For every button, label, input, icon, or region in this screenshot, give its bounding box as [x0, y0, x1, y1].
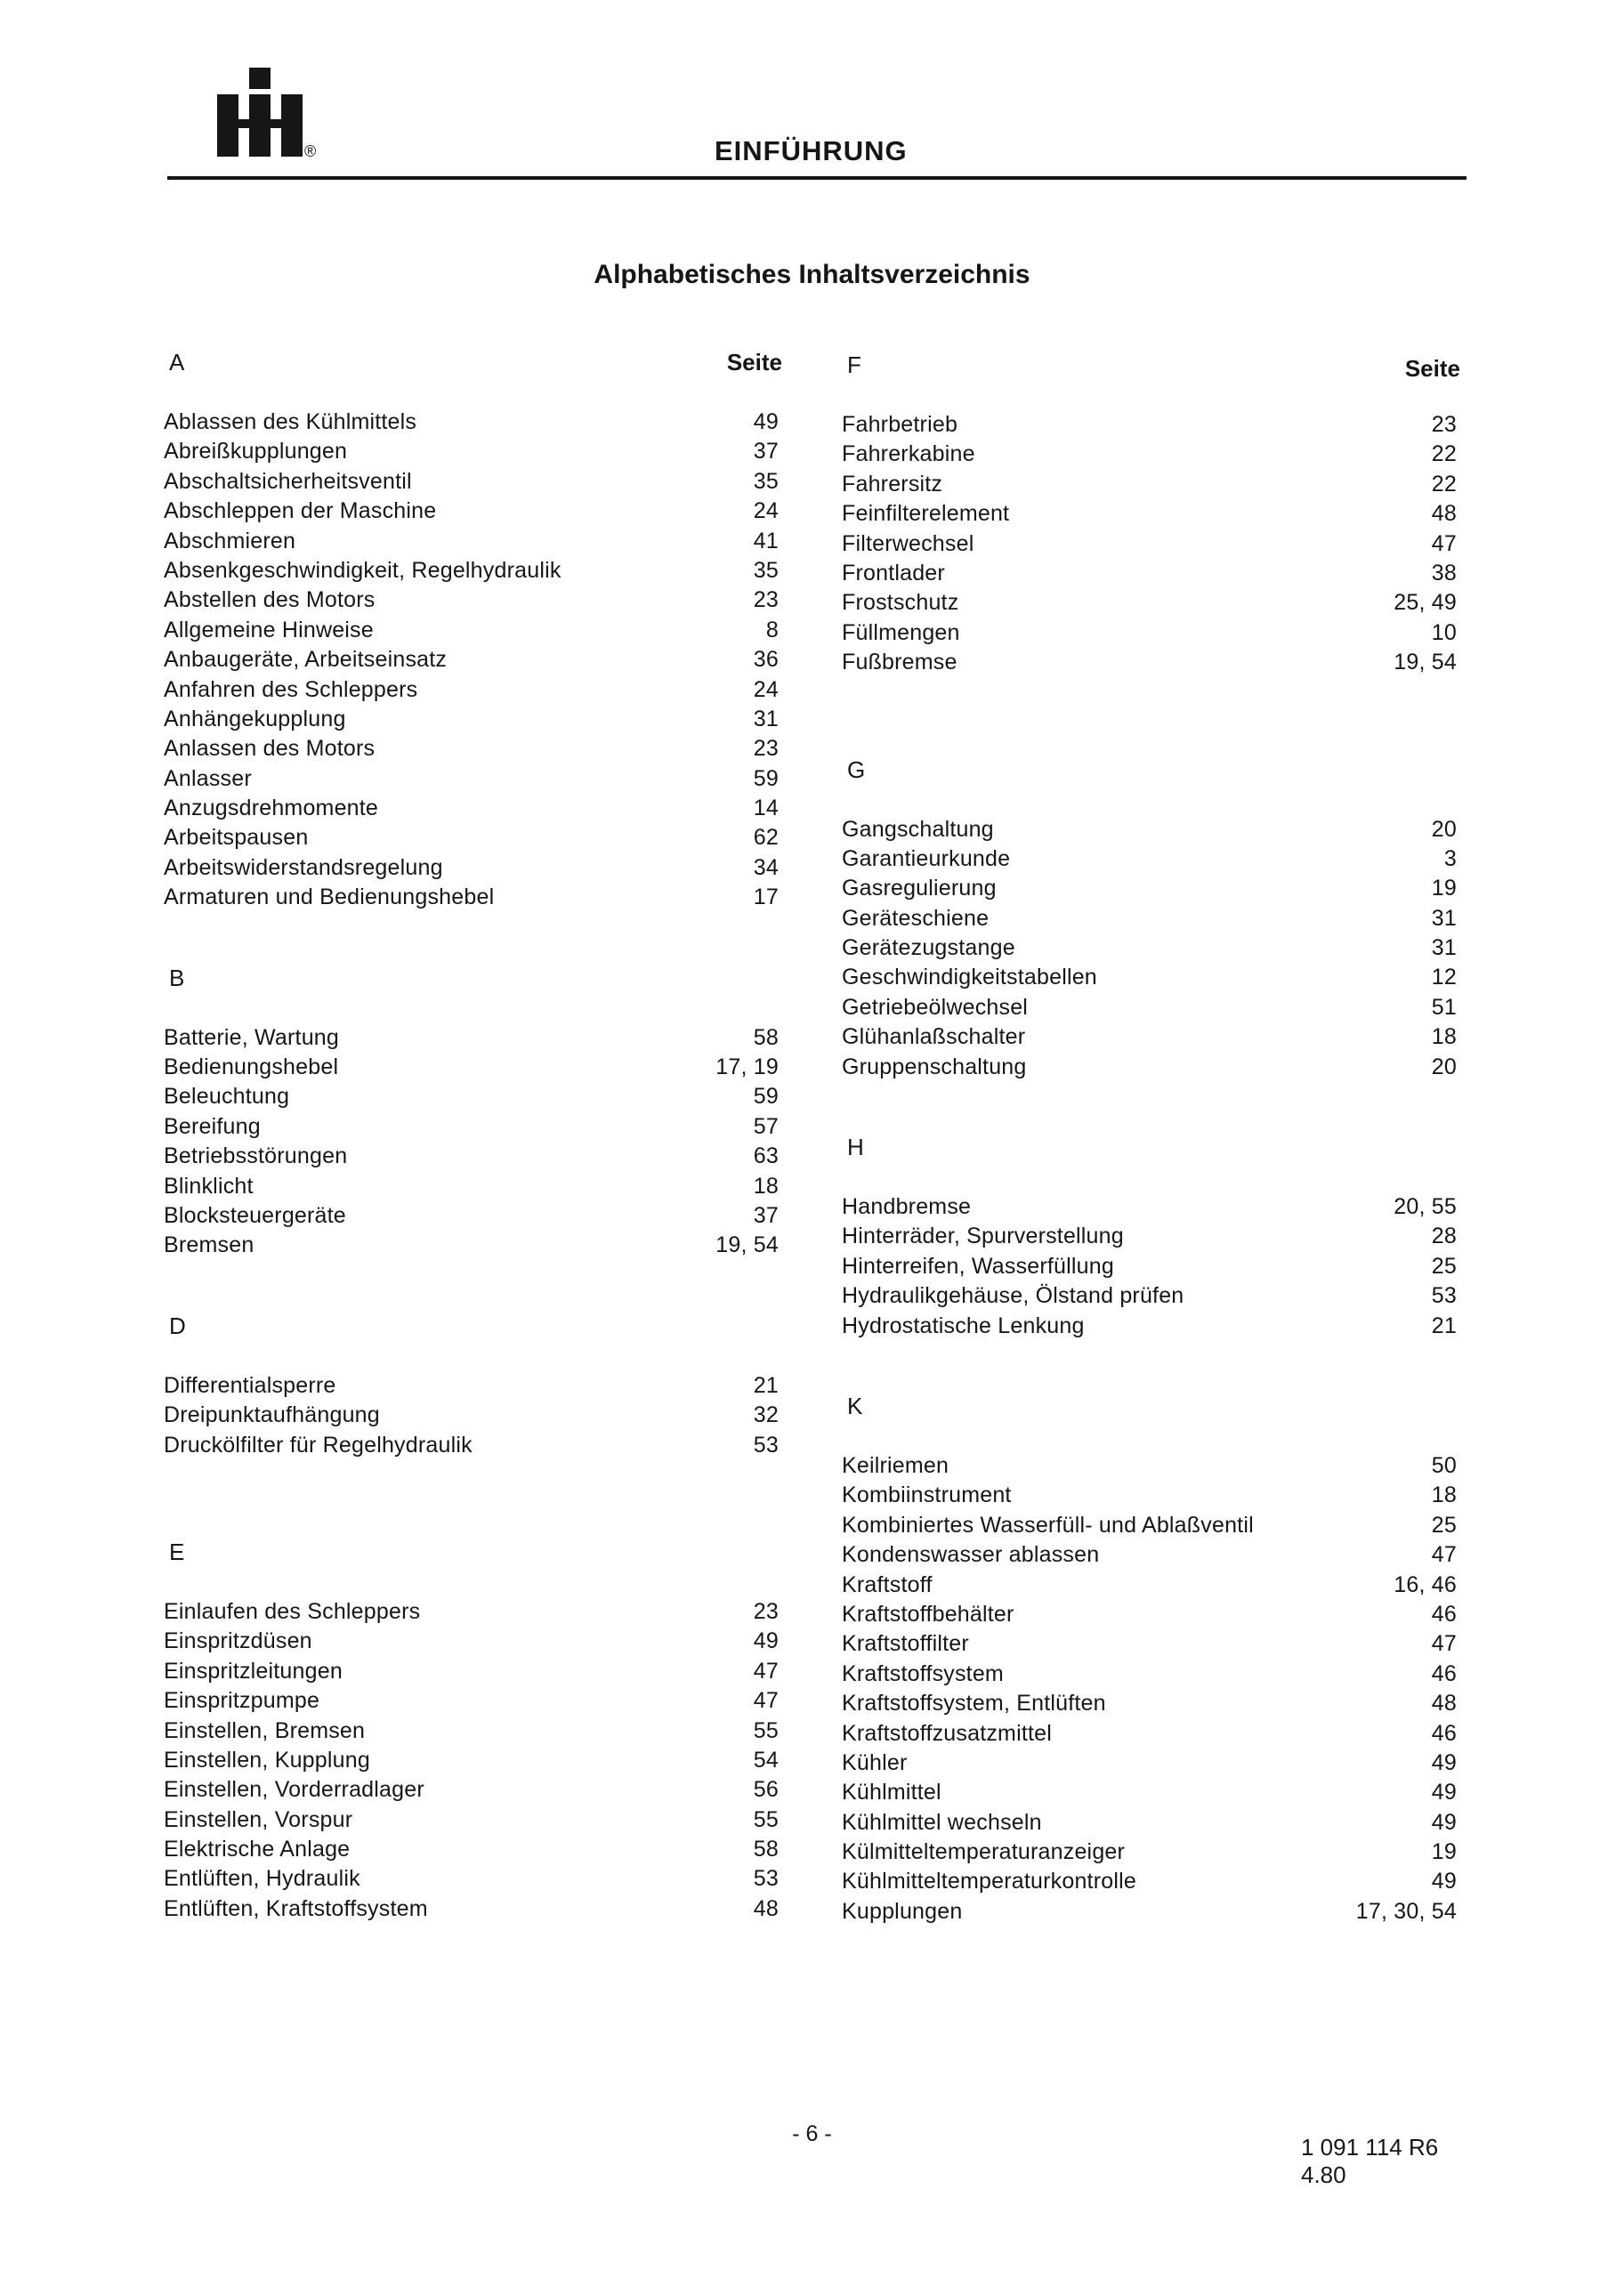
entry-page: 47 [1431, 530, 1457, 556]
section-letter: H [847, 1134, 864, 1161]
section-header [164, 1313, 782, 1348]
page-column-label: Seite [726, 349, 782, 376]
entry-page: 59 [753, 1084, 779, 1110]
section-header [842, 1393, 1460, 1428]
entry-page: 20 [1431, 1054, 1457, 1079]
index-entry [164, 764, 782, 794]
entry-list [842, 410, 1460, 678]
entry-list [842, 815, 1460, 1083]
entry-text: Glühanlaßschalter [842, 1024, 1026, 1050]
index-entry [842, 904, 1460, 933]
entry-text: Einlaufen des Schleppers [164, 1598, 421, 1624]
entry-text: Anlasser [164, 765, 252, 791]
entry-page: 18 [1431, 1024, 1457, 1050]
index-entry [164, 1431, 782, 1460]
entry-page: 25 [1431, 1253, 1457, 1279]
index-entry [164, 1657, 782, 1686]
index-entry [842, 844, 1460, 874]
entry-text: Einspritzpumpe [164, 1688, 320, 1714]
index-entry [164, 408, 782, 437]
index-entry [164, 1627, 782, 1656]
entry-text: Armaturen und Bedienungshebel [164, 885, 495, 910]
entry-page: 53 [753, 1866, 779, 1892]
entry-text: Kraftstoffzusatzmittel [842, 1720, 1052, 1746]
index-entry [164, 1746, 782, 1775]
page-number: - 6 - [792, 2121, 832, 2146]
index-entry [842, 1571, 1460, 1600]
entry-text: Einspritzdüsen [164, 1628, 312, 1654]
entry-list [842, 1451, 1460, 1927]
entry-page: 37 [753, 439, 779, 464]
entry-text: Beleuchtung [164, 1084, 290, 1110]
index-entry [164, 1717, 782, 1746]
entry-page: 47 [753, 1658, 779, 1684]
entry-text: Keilriemen [842, 1452, 949, 1478]
entry-page: 35 [753, 468, 779, 494]
entry-text: Abschaltsicherheitsventil [164, 468, 412, 494]
entry-page: 59 [753, 765, 779, 791]
entry-page: 58 [753, 1837, 779, 1862]
entry-list [164, 1023, 782, 1261]
index-entry [842, 648, 1460, 677]
entry-page: 46 [1431, 1720, 1457, 1746]
index-column-right [842, 351, 1460, 1927]
index-section-g [842, 756, 1460, 1083]
index-entry [164, 1894, 782, 1924]
index-entry [164, 556, 782, 586]
entry-page: 50 [1431, 1452, 1457, 1478]
index-entry [842, 1867, 1460, 1896]
entry-page: 51 [1431, 994, 1457, 1020]
entry-page: 23 [1431, 412, 1457, 437]
index-entry [842, 1281, 1460, 1311]
index-entry [164, 675, 782, 705]
entry-text: Allgemeine Hinweise [164, 617, 374, 642]
entry-page: 14 [753, 796, 779, 821]
entry-page: 49 [1431, 1780, 1457, 1805]
index-entry [842, 559, 1460, 588]
entry-text: Kühlmittel wechseln [842, 1809, 1042, 1835]
entry-page: 28 [1431, 1224, 1457, 1249]
index-entry [164, 616, 782, 645]
entry-page: 20 [1431, 816, 1457, 842]
index-entry [164, 1686, 782, 1716]
section-header [164, 349, 782, 384]
entry-list [164, 408, 782, 913]
section-header [164, 965, 782, 1000]
entry-text: Geräteschiene [842, 905, 990, 931]
entry-list [842, 1192, 1460, 1341]
entry-text: Einspritzleitungen [164, 1658, 343, 1684]
edition: 4.80 [1301, 2161, 1346, 2188]
index-entry [164, 823, 782, 852]
entry-text: Anhängekupplung [164, 706, 346, 731]
index-entry [164, 497, 782, 526]
index-entry [164, 1172, 782, 1201]
entry-text: Kraftstoff [842, 1571, 933, 1597]
index-entry [842, 1749, 1460, 1778]
company-logo [217, 68, 306, 157]
entry-page: 24 [753, 498, 779, 524]
entry-text: Abschleppen der Maschine [164, 498, 437, 524]
entry-text: Einstellen, Vorspur [164, 1806, 353, 1832]
index-entry [164, 1864, 782, 1894]
section-gap [164, 1261, 782, 1313]
index-entry [842, 1778, 1460, 1807]
index-entry [842, 963, 1460, 992]
entry-text: Elektrische Anlage [164, 1837, 351, 1862]
entry-text: Anzugsdrehmomente [164, 796, 379, 821]
index-entry [842, 499, 1460, 529]
entry-page: 49 [1431, 1869, 1457, 1894]
entry-text: Ablassen des Kühlmittels [164, 409, 417, 434]
index-entry [164, 1112, 782, 1142]
section-letter: K [847, 1392, 863, 1419]
index-section-h [842, 1134, 1460, 1341]
index-entry [164, 1775, 782, 1805]
entry-page: 49 [753, 1628, 779, 1654]
entry-text: Hinterräder, Spurverstellung [842, 1224, 1124, 1249]
entry-text: Abstellen des Motors [164, 587, 376, 613]
entry-text: Gruppenschaltung [842, 1054, 1027, 1079]
entry-page: 22 [1431, 471, 1457, 497]
entry-text: Kombiniertes Wasserfüll- und Ablaßventil [842, 1512, 1254, 1538]
section-gap [842, 1082, 1460, 1134]
entry-page: 48 [1431, 1691, 1457, 1717]
section-gap [164, 1460, 782, 1539]
index-entry [164, 1597, 782, 1627]
entry-text: Kombiinstrument [842, 1482, 1012, 1508]
entry-text: Külmitteltemperaturanzeiger [842, 1839, 1126, 1865]
index-section-d [164, 1313, 782, 1460]
header-rule [167, 176, 1466, 180]
index-entry [164, 705, 782, 734]
section-gap [842, 678, 1460, 756]
index-entry [842, 1222, 1460, 1251]
entry-text: Kupplungen [842, 1898, 963, 1924]
entry-page: 21 [753, 1372, 779, 1398]
entry-text: Arbeitspausen [164, 825, 309, 851]
index-entry [164, 1082, 782, 1111]
entry-page: 54 [753, 1747, 779, 1773]
entry-text: Kraftstoffbehälter [842, 1601, 1014, 1627]
index-entry [842, 815, 1460, 844]
entry-page: 38 [1431, 560, 1457, 586]
index-entry [842, 933, 1460, 963]
entry-page: 12 [1431, 965, 1457, 990]
index-entry [164, 586, 782, 615]
entry-page: 23 [753, 1598, 779, 1624]
entry-page: 31 [1431, 905, 1457, 931]
index-entry [842, 1252, 1460, 1281]
entry-page: 62 [753, 825, 779, 851]
section-gap [164, 913, 782, 965]
entry-text: Geschwindigkeitstabellen [842, 965, 1097, 990]
entry-page: 25 [1431, 1512, 1457, 1538]
index-entry [164, 527, 782, 556]
entry-text: Kondenswasser ablassen [842, 1542, 1100, 1568]
entry-page: 58 [753, 1024, 779, 1050]
entry-text: Gasregulierung [842, 876, 997, 901]
entry-text: Filterwechsel [842, 530, 974, 556]
index-section-f [842, 351, 1460, 678]
entry-text: Kraftstoffsystem, Entlüften [842, 1691, 1106, 1717]
entry-text: Handbremse [842, 1194, 972, 1220]
entry-page: 49 [753, 409, 779, 434]
entry-text: Bereifung [164, 1113, 261, 1139]
index-entry [164, 1231, 782, 1260]
entry-page: 31 [753, 706, 779, 731]
section-letter: A [169, 349, 185, 376]
index-column-left [164, 349, 782, 1924]
entry-text: Kühlmittel [842, 1780, 941, 1805]
index-entry [164, 1835, 782, 1864]
section-header [842, 1134, 1460, 1169]
index-entry [842, 1511, 1460, 1540]
entry-text: Einstellen, Vorderradlager [164, 1777, 424, 1803]
entry-page: 31 [1431, 935, 1457, 961]
entry-text: Einstellen, Kupplung [164, 1747, 370, 1773]
entry-page: 17, 30, 54 [1355, 1898, 1457, 1924]
entry-text: Kraftstoffilter [842, 1631, 969, 1657]
header-title: EINFÜHRUNG [715, 135, 908, 166]
entry-page: 19, 54 [1394, 650, 1457, 675]
index-entry [842, 1808, 1460, 1838]
index-entry [842, 1600, 1460, 1629]
entry-text: Abschmieren [164, 528, 296, 553]
entry-page: 19 [1431, 876, 1457, 901]
entry-text: Druckölfilter für Regelhydraulik [164, 1432, 473, 1458]
entry-text: Kraftstoffsystem [842, 1660, 1004, 1686]
page-title: Alphabetisches Inhaltsverzeichnis [594, 260, 1030, 289]
section-letter: B [169, 964, 185, 991]
entry-page: 25, 49 [1394, 590, 1457, 616]
entry-page: 63 [753, 1143, 779, 1169]
entry-page: 55 [753, 1717, 779, 1743]
index-entry [842, 1312, 1460, 1341]
entry-page: 19, 54 [715, 1232, 779, 1258]
index-entry [842, 410, 1460, 440]
section-letter: G [847, 755, 866, 783]
entry-text: Bedienungshebel [164, 1054, 339, 1080]
entry-text: Feinfilterelement [842, 501, 1010, 527]
entry-page: 17 [753, 885, 779, 910]
index-entry [842, 1540, 1460, 1570]
entry-text: Abreißkupplungen [164, 439, 348, 464]
index-entry [164, 467, 782, 497]
entry-page: 47 [1431, 1631, 1457, 1657]
entry-page: 37 [753, 1202, 779, 1228]
entry-page: 8 [765, 617, 779, 642]
registered-mark: ® [304, 142, 317, 160]
entry-page: 32 [753, 1402, 779, 1428]
entry-text: Fahrbetrieb [842, 412, 958, 437]
entry-text: Anfahren des Schleppers [164, 676, 418, 702]
entry-text: Getriebeölwechsel [842, 994, 1029, 1020]
entry-text: Dreipunktaufhängung [164, 1402, 380, 1428]
page-column-label: Seite [1404, 355, 1460, 382]
index-entry [164, 734, 782, 763]
section-header [842, 351, 1460, 387]
entry-text: Batterie, Wartung [164, 1024, 340, 1050]
entry-text: Anbaugeräte, Arbeitseinsatz [164, 647, 448, 673]
entry-page: 19 [1431, 1839, 1457, 1865]
entry-page: 20, 55 [1394, 1194, 1457, 1220]
index-entry [842, 470, 1460, 499]
index-entry [164, 1053, 782, 1082]
entry-page: 10 [1431, 619, 1457, 645]
section-letter: E [169, 1538, 185, 1565]
entry-page: 48 [1431, 501, 1457, 527]
index-entry [164, 1023, 782, 1053]
index-section-b [164, 965, 782, 1261]
entry-text: Entlüften, Kraftstoffsystem [164, 1895, 428, 1921]
entry-page: 18 [1431, 1482, 1457, 1508]
index-entry [842, 1053, 1460, 1082]
entry-text: Gerätezugstange [842, 935, 1015, 961]
entry-page: 18 [753, 1173, 779, 1199]
entry-page: 46 [1431, 1601, 1457, 1627]
entry-list [164, 1371, 782, 1460]
entry-page: 49 [1431, 1749, 1457, 1775]
index-entry [842, 1689, 1460, 1718]
index-entry [842, 1719, 1460, 1749]
index-entry [164, 1142, 782, 1171]
index-entry [842, 993, 1460, 1022]
entry-page: 47 [753, 1688, 779, 1714]
entry-text: Betriebsstörungen [164, 1143, 348, 1169]
index-entry [842, 1897, 1460, 1927]
index-section-e [164, 1539, 782, 1924]
section-header [164, 1539, 782, 1574]
index-entry [842, 1629, 1460, 1659]
entry-page: 3 [1443, 845, 1457, 871]
entry-page: 53 [1431, 1283, 1457, 1309]
entry-page: 36 [753, 647, 779, 673]
entry-text: Blinklicht [164, 1173, 254, 1199]
entry-text: Entlüften, Hydraulik [164, 1866, 360, 1892]
entry-page: 53 [753, 1432, 779, 1458]
entry-list [164, 1597, 782, 1924]
entry-text: Einstellen, Bremsen [164, 1717, 366, 1743]
entry-page: 23 [753, 587, 779, 613]
index-entry [842, 874, 1460, 903]
index-entry [842, 529, 1460, 559]
entry-text: Blocksteuergeräte [164, 1202, 346, 1228]
entry-text: Garantieurkunde [842, 845, 1011, 871]
entry-text: Differentialsperre [164, 1372, 336, 1398]
index-section-k [842, 1393, 1460, 1927]
index-entry [164, 1805, 782, 1835]
entry-page: 49 [1431, 1809, 1457, 1835]
entry-text: Hinterreifen, Wasserfüllung [842, 1253, 1114, 1279]
section-letter: D [169, 1312, 186, 1339]
entry-text: Frostschutz [842, 590, 959, 616]
index-section-a [164, 349, 782, 913]
section-header [842, 756, 1460, 792]
entry-text: Arbeitswiderstandsregelung [164, 854, 443, 880]
entry-text: Hydrostatische Lenkung [842, 1313, 1085, 1338]
entry-text: Fußbremse [842, 650, 957, 675]
index-entry [842, 1022, 1460, 1052]
index-entry [842, 588, 1460, 618]
entry-page: 55 [753, 1806, 779, 1832]
entry-text: Gangschaltung [842, 816, 994, 842]
entry-page: 48 [753, 1895, 779, 1921]
index-entry [164, 1401, 782, 1430]
entry-page: 24 [753, 676, 779, 702]
index-entry [842, 1451, 1460, 1481]
index-entry [164, 794, 782, 823]
index-entry [164, 645, 782, 675]
entry-text: Fahrersitz [842, 471, 943, 497]
entry-text: Anlassen des Motors [164, 736, 376, 762]
entry-page: 22 [1431, 441, 1457, 467]
entry-page: 21 [1431, 1313, 1457, 1338]
entry-page: 41 [753, 528, 779, 553]
entry-page: 16, 46 [1394, 1571, 1457, 1597]
entry-text: Fahrerkabine [842, 441, 975, 467]
entry-text: Frontlader [842, 560, 945, 586]
section-letter: F [847, 351, 861, 378]
index-entry [164, 1201, 782, 1231]
entry-text: Hydraulikgehäuse, Ölstand prüfen [842, 1283, 1184, 1309]
entry-page: 46 [1431, 1660, 1457, 1686]
document-number-block [1301, 2134, 1438, 2189]
entry-page: 57 [753, 1113, 779, 1139]
index-entry [164, 1371, 782, 1401]
index-entry [164, 437, 782, 466]
entry-page: 35 [753, 557, 779, 583]
index-entry [842, 618, 1460, 648]
entry-page: 34 [753, 854, 779, 880]
entry-page: 47 [1431, 1542, 1457, 1568]
entry-page: 56 [753, 1777, 779, 1803]
entry-text: Kühlmitteltemperaturkontrolle [842, 1869, 1136, 1894]
entry-page: 17, 19 [715, 1054, 779, 1080]
entry-text: Absenkgeschwindigkeit, Regelhydraulik [164, 557, 562, 583]
entry-text: Kühler [842, 1749, 908, 1775]
index-entry [164, 853, 782, 883]
entry-page: 23 [753, 736, 779, 762]
index-entry [842, 1838, 1460, 1867]
document-number: 1 091 114 R6 [1301, 2134, 1439, 2161]
index-entry [164, 883, 782, 912]
entry-text: Bremsen [164, 1232, 255, 1258]
section-gap [842, 1341, 1460, 1393]
entry-text: Füllmengen [842, 619, 960, 645]
index-entry [842, 1192, 1460, 1222]
index-entry [842, 1660, 1460, 1689]
index-entry [842, 440, 1460, 469]
index-entry [842, 1481, 1460, 1510]
